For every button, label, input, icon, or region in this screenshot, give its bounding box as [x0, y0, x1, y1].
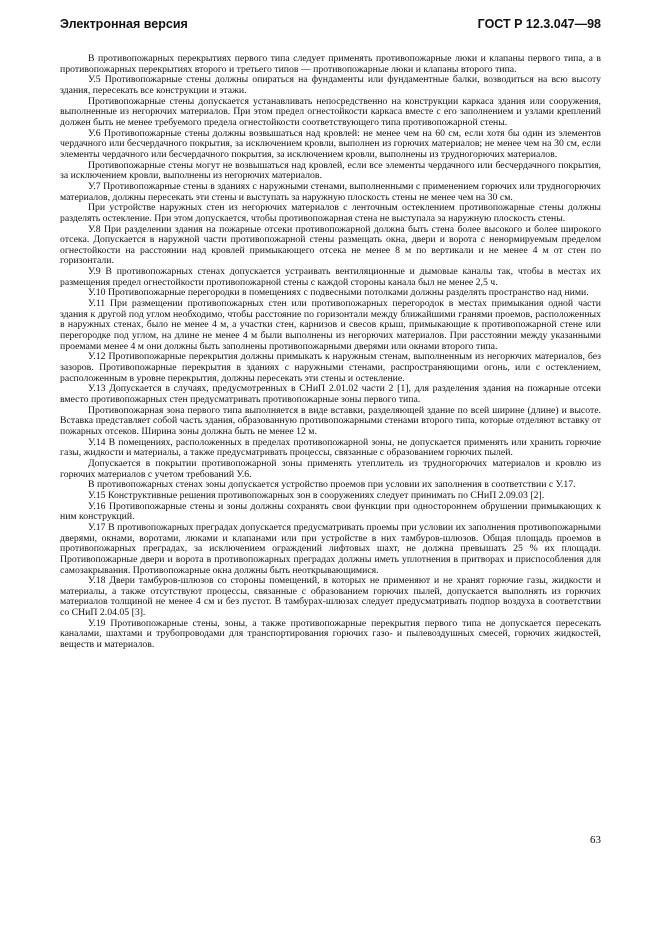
- paragraph: У.12 Противопожарные перекрытия должны примыкать к наружным стенам, выполненным из негорючих материалов, без зазоров. Противопожарные перекрытия в зданиях с наружными стенами, распространяющими огонь, или с остеклением, расположенным в уровне перекрытия, должны пересекать эти стены и остекление.: [60, 351, 601, 384]
- paragraph: У.15 Конструктивные решения противопожарных зон в сооружениях следует принимать по СНиП 2.09.03 [2].: [88, 489, 545, 501]
- paragraph: У.8 При разделении здания на пожарные отсеки противопожарной должна быть стена более высокого и более широкого отсека. Допускается в наружной части противопожарной стены размещать окна, двери и ворота с ненормируемым пределом огнестойкости на расстоянии над кровлей примыкающего отсека не менее 8 м по вертикали и не менее 4 м от стен по горизонтали.: [60, 223, 601, 267]
- paragraph: Противопожарные стены допускается устанавливать непосредственно на конструкции каркаса здания или сооружения, выполненные из негорючих материалов. При этом предел огнестойкости каркаса вместе с его заполнением и узлами креплений должен быть не менее требуемого предела огнестойкости соответствующего типа противопожарной стены.: [60, 95, 601, 128]
- paragraph: У.14 В помещениях, расположенных в пределах противопожарной зоны, не допускается применять или хранить горючие газы, жидкости и материалы, а также предусматривать процессы, связанные с образованием горючих пылей.: [60, 436, 601, 459]
- header-edition-label: Электронная версия: [60, 17, 188, 31]
- paragraph: У.11 При размещении противопожарных стен или противопожарных перегородок в местах примыкания одной части здания к другой под углом необходимо, чтобы расстояние по горизонтали между ближайшими гранями проемов, расположенных в наружных стенах, было не менее 4 м, а участки стен, карнизов и свесов крыш, примыкающие к противопожарной стене или перегородке под углом, на длине не менее 4 м были выполнены из негорючих материалов. При расстоянии между указанными проемами менее 4 м они должны быть заполнены противопожарными дверями или окнами второго типа.: [60, 298, 601, 352]
- paragraph: Противопожарная зона первого типа выполняется в виде вставки, разделяющей здание по всей ширине (длине) и высоте. Вставка представляет собой часть здания, образованную противопожарными стенами второго типа, которые отделяют вставку от пожарных отсеков. Ширина зоны должна быть не менее 12 м.: [60, 404, 601, 437]
- page-content: [60, 54, 601, 651]
- paragraph: У.6 Противопожарные стены должны возвышаться над кровлей: не менее чем на 60 см, если хотя бы один из элементов чердачного или бесчердачного покрытия, за исключением кровли, выполнен из горючих материалов; не менее чем на 30 см, если элементы чердачного или бесчердачного покрытия, за исключением кровли, выполнены из трудногорючих материалов.: [60, 127, 601, 160]
- paragraph: Противопожарные стены могут не возвышаться над кровлей, если все элементы чердачного или бесчердачного покрытия, за исключением кровли, выполнены из негорючих материалов.: [60, 159, 601, 182]
- paragraph: В противопожарных перекрытиях первого типа следует применять противопожарные люки и клапаны первого типа, а в противопожарных перекрытиях второго и третьего типов — противопожарные люки и клапаны второго типа.: [60, 53, 601, 75]
- paragraph: У.18 Двери тамбуров-шлюзов со стороны помещений, в которых не применяют и не хранят горючие газы, жидкости и материалы, а также отсутствуют процессы, связанные с образованием горючих пылей, допускается выполнять из горючих материалов толщиной не менее 4 см и без пустот. В тамбурах-шлюзах следует предусматривать подпор воздуха в соответствии со СНиП 2.04.05 [3].: [60, 575, 601, 619]
- paragraph: У.10 Противопожарные перегородки в помещениях с подвесными потолками должны разделять пространство над ними.: [88, 287, 589, 299]
- paragraph: В противопожарных стенах зоны допускается устройство проемов при условии их заполнения в соответствии с У.17.: [88, 479, 576, 491]
- page-header: [60, 17, 601, 35]
- paragraph: У.19 Противопожарные стены, зоны, а также противопожарные перекрытия первого типа не допускается пересекать каналами, шахтами и трубопроводами для транспортирования горючих газо- и пылевоздушных смесей, горючих жидкостей, веществ и материалов.: [60, 617, 601, 651]
- paragraph: У.13 Допускается в случаях, предусмотренных в СНиП 2.01.02 части 2 [1], для разделения здания на пожарные отсеки вместо противопожарных стен предусматривать противопожарные зоны первого типа.: [60, 383, 601, 405]
- paragraph: Допускается в покрытии противопожарной зоны применять утеплитель из трудногорючих материалов и кровлю из горючих материалов с учетом требований У.6.: [60, 457, 601, 480]
- paragraph: У.5 Противопожарные стены должны опираться на фундаменты или фундаментные балки, возводиться на всю высоту здания, пересекать все конструкции и этажи.: [60, 74, 601, 96]
- paragraph: У.16 Противопожарные стены и зоны должны сохранять свои функции при одностороннем обрушении примыкающих к ним конструкций.: [60, 500, 601, 523]
- paragraph: У.7 Противопожарные стены в зданиях с наружными стенами, выполненными с применением горючих или трудногорючих материалов, должны пересекать эти стены и выступать за наружную плоскость стены не менее чем на 30 см.: [60, 180, 601, 203]
- header-standard-code: ГОСТ Р 12.3.047—98: [477, 17, 601, 31]
- paragraph: У.9 В противопожарных стенах допускается устраивать вентиляционные и дымовые каналы так, чтобы в местах их размещения предел огнестойкости противопожарной стены с каждой стороны канала был не менее 2,5 ч.: [60, 266, 601, 288]
- paragraph: У.17 В противопожарных преградах допускается предусматривать проемы при условии их заполнения противопожарными дверями, окнами, воротами, люками и клапанами или при устройстве в них тамбуров-шлюзов. Общая площадь проемов в противопожарных преградах, за исключением ограждений лифтовых шахт, не должна превышать 25 % их площади. Противопожарные двери и ворота в противопожарных преградах должны иметь уплотнения в притворах и приспособления для самозакрывания. Противопожарные окна должны быть неоткрывающимися.: [60, 521, 601, 576]
- paragraph: При устройстве наружных стен из негорючих материалов с ленточным остеклением противопожарные стены должны разделять остекление. При этом допускается, чтобы противопожарная стена не выступала за наружную плоскость стены.: [60, 202, 601, 224]
- page-number: 63: [590, 834, 601, 846]
